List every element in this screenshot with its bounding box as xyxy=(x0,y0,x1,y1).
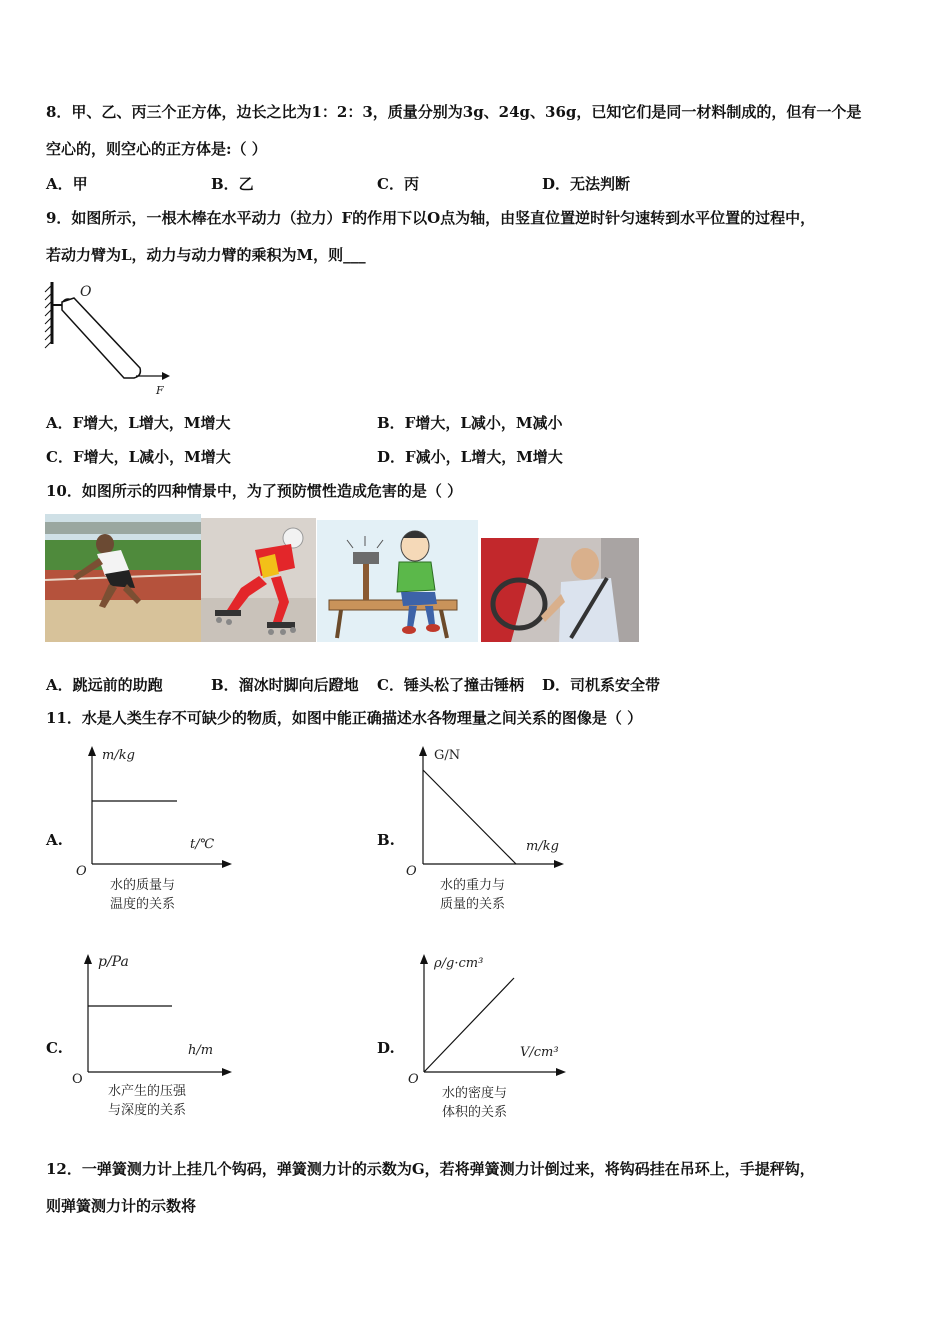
q12-stem-line2: 则弹簧测力计的示数将 xyxy=(46,1197,197,1215)
q10-option-a[interactable]: A．跳远前的助跑 xyxy=(46,676,163,694)
lever-figure xyxy=(42,278,182,400)
graph-b-xlabel: m/kg xyxy=(526,839,559,854)
hammer-cartoon xyxy=(317,520,478,642)
graph-c-caption2: 与深度的关系 xyxy=(108,1103,187,1118)
graph-a xyxy=(70,742,240,920)
graph-d-origin: O xyxy=(408,1072,419,1087)
force-label: F xyxy=(156,384,164,397)
q8-option-d[interactable]: D．无法判断 xyxy=(542,175,631,193)
q8-stem-line1: 8．甲、乙、丙三个正方体，边长之比为1：2：3，质量分别为3g、24g、36g，已知它们是同一材料制成的，但有一个是 xyxy=(46,103,862,121)
q9-stem-line1: 9．如图所示，一根木棒在水平动力（拉力）F的作用下以O点为轴，由竖直位置逆时针匀速转到水平位置的过程中， xyxy=(46,209,816,227)
rod-shape xyxy=(62,298,140,378)
skating-photo xyxy=(201,518,316,642)
q9-stem-line2: 若动力臂为L，动力与动力臂的乘积为M，则___ xyxy=(46,246,366,264)
graph-a-caption2: 温度的关系 xyxy=(110,897,176,912)
long-jump-photo xyxy=(45,514,201,642)
graph-a-ylabel: m/kg xyxy=(102,748,135,763)
graph-b xyxy=(400,742,575,920)
q12-stem-line1: 12．一弹簧测力计上挂几个钩码，弹簧测力计的示数为G，若将弹簧测力计倒过来，将钩码挂在吊环上，手提秤钩， xyxy=(46,1160,815,1178)
graph-d-xlabel: V/cm³ xyxy=(520,1045,559,1060)
graph-a-caption1: 水的质量与 xyxy=(110,878,176,893)
q8-option-b[interactable]: B．乙 xyxy=(211,175,254,193)
graph-c-caption1: 水产生的压强 xyxy=(108,1084,187,1099)
graph-a-origin: O xyxy=(76,864,87,879)
graph-d-caption2: 体积的关系 xyxy=(442,1105,508,1120)
graph-c-xlabel: h/m xyxy=(188,1043,214,1058)
pivot-label: O xyxy=(80,284,92,300)
seatbelt-photo xyxy=(481,538,639,642)
graph-b-ylabel: G/N xyxy=(434,748,461,763)
q9-option-d[interactable]: D．F减小，L增大，M增大 xyxy=(377,448,563,466)
graph-b-origin: O xyxy=(406,864,417,879)
q11-option-a[interactable]: A. xyxy=(46,831,63,849)
graph-d-ylabel: ρ/g·cm³ xyxy=(434,956,484,971)
q9-option-b[interactable]: B．F增大，L减小，M减小 xyxy=(377,414,563,432)
graph-b-caption1: 水的重力与 xyxy=(440,878,506,893)
q11-stem: 11．水是人类生存不可缺少的物质，如图中能正确描述水各物理量之间关系的图像是（ ） xyxy=(46,709,643,727)
q10-option-b[interactable]: B．溜冰时脚向后蹬地 xyxy=(211,676,359,694)
q8-option-a[interactable]: A．甲 xyxy=(46,175,88,193)
q10-option-d[interactable]: D．司机系安全带 xyxy=(542,676,661,694)
q10-option-c[interactable]: C．锤头松了撞击锤柄 xyxy=(377,676,524,694)
q9-option-c[interactable]: C．F增大，L减小，M增大 xyxy=(46,448,231,466)
q11-option-d[interactable]: D. xyxy=(377,1039,395,1057)
graph-a-xlabel: t/℃ xyxy=(190,837,215,852)
q8-stem-line2: 空心的，则空心的正方体是:（ ） xyxy=(46,140,267,158)
graph-c xyxy=(68,948,243,1126)
graph-c-ylabel: p/Pa xyxy=(98,954,129,970)
graph-d-line xyxy=(424,978,514,1072)
q10-stem: 10．如图所示的四种情景中，为了预防惯性造成危害的是（ ） xyxy=(46,482,463,500)
q11-option-c[interactable]: C. xyxy=(46,1039,63,1057)
graph-d xyxy=(400,948,575,1126)
graph-d-caption1: 水的密度与 xyxy=(442,1086,508,1101)
q11-option-b[interactable]: B. xyxy=(377,831,395,849)
graph-b-line xyxy=(423,770,516,864)
q9-option-a[interactable]: A．F增大，L增大，M增大 xyxy=(46,414,231,432)
graph-c-origin: O xyxy=(72,1072,83,1087)
q8-option-c[interactable]: C．丙 xyxy=(377,175,419,193)
graph-b-caption2: 质量的关系 xyxy=(440,897,506,912)
